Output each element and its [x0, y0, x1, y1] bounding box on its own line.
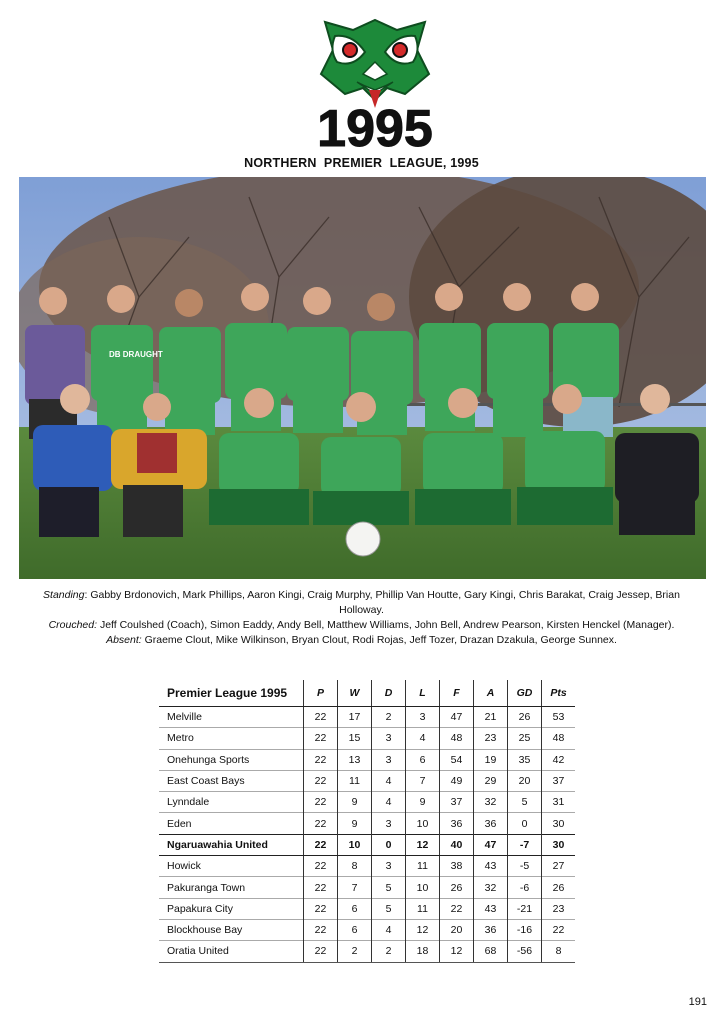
table-row	[159, 707, 575, 728]
caption-crouched	[30, 618, 693, 633]
stat-cell: 32	[474, 792, 508, 813]
table-row	[159, 877, 575, 898]
stat-cell: 6	[338, 919, 372, 940]
stat-cell: 54	[440, 749, 474, 770]
shirt-sponsor: DB DRAUGHT	[109, 350, 163, 359]
absent-names: Graeme Clout, Mike Wilkinson, Bryan Clout, Rodi Rojas, Jeff Tozer, Drazan Dzakula, George Sunnex.	[141, 634, 617, 646]
stat-cell: 21	[474, 707, 508, 728]
stat-cell: 17	[338, 707, 372, 728]
stat-cell: 43	[474, 856, 508, 877]
stat-cell: 35	[508, 749, 542, 770]
stat-cell: 3	[372, 856, 406, 877]
column-header: L	[406, 680, 440, 707]
stat-cell: 9	[406, 792, 440, 813]
stat-cell: 40	[440, 834, 474, 855]
stat-cell: 22	[304, 877, 338, 898]
stat-cell: 36	[474, 919, 508, 940]
stat-cell: 4	[372, 770, 406, 791]
stat-cell: 11	[406, 856, 440, 877]
stat-cell: 19	[474, 749, 508, 770]
crouched-label: Crouched:	[48, 619, 98, 631]
stat-cell: 37	[542, 770, 576, 791]
logo-year: 1995	[317, 100, 433, 150]
stat-cell: 5	[372, 898, 406, 919]
stat-cell: 0	[508, 813, 542, 834]
caption-absent	[30, 633, 693, 648]
stat-cell: -16	[508, 919, 542, 940]
team-name-cell: East Coast Bays	[159, 770, 304, 791]
stat-cell: 47	[474, 834, 508, 855]
stat-cell: 68	[474, 941, 508, 962]
stat-cell: 20	[440, 919, 474, 940]
caption-standing	[30, 588, 693, 618]
stat-cell: 53	[542, 707, 576, 728]
team-name-cell: Papakura City	[159, 898, 304, 919]
stat-cell: 22	[304, 707, 338, 728]
stat-cell: 22	[304, 856, 338, 877]
stat-cell: 36	[474, 813, 508, 834]
photo-caption	[30, 588, 693, 648]
club-logo	[313, 16, 437, 150]
stat-cell: 25	[508, 728, 542, 749]
crouched-names: Jeff Coulshed (Coach), Simon Eaddy, Andy Bell, Matthew Williams, John Bell, Andrew Pearson, Kirsten Henckel (Manager).	[97, 619, 675, 631]
team-name-cell: Onehunga Sports	[159, 749, 304, 770]
team-name-cell: Blockhouse Bay	[159, 919, 304, 940]
stat-cell: 0	[372, 834, 406, 855]
stat-cell: 7	[338, 877, 372, 898]
stat-cell: 13	[338, 749, 372, 770]
stat-cell: 22	[304, 834, 338, 855]
stat-cell: 2	[338, 941, 372, 962]
stat-cell: 26	[508, 707, 542, 728]
team-name-cell: Eden	[159, 813, 304, 834]
stat-cell: 3	[372, 813, 406, 834]
stat-cell: 2	[372, 941, 406, 962]
stat-cell: 26	[440, 877, 474, 898]
team-name-cell: Oratia United	[159, 941, 304, 962]
stat-cell: 5	[372, 877, 406, 898]
stat-cell: 10	[338, 834, 372, 855]
standing-names: : Gabby Brdonovich, Mark Phillips, Aaron Kingi, Craig Murphy, Phillip Van Houtte, Gary Kingi, Chris Barakat, Craig Jessep, Brian Holloway.	[84, 589, 680, 616]
standing-label: Standing	[43, 589, 85, 601]
league-table	[159, 680, 575, 963]
stat-cell: 4	[372, 792, 406, 813]
table-row	[159, 792, 575, 813]
team-name-cell: Metro	[159, 728, 304, 749]
team-name-cell: Lynndale	[159, 792, 304, 813]
column-header: GD	[508, 680, 542, 707]
stat-cell: 36	[440, 813, 474, 834]
stat-cell: 12	[440, 941, 474, 962]
stat-cell: 11	[338, 770, 372, 791]
stat-cell: 15	[338, 728, 372, 749]
table-row	[159, 834, 575, 855]
stat-cell: 22	[304, 770, 338, 791]
table-header-row	[159, 680, 575, 707]
stat-cell: 6	[406, 749, 440, 770]
stat-cell: 30	[542, 834, 576, 855]
stat-cell: 8	[338, 856, 372, 877]
stat-cell: -7	[508, 834, 542, 855]
table-row	[159, 770, 575, 791]
column-header: D	[372, 680, 406, 707]
stat-cell: 10	[406, 813, 440, 834]
stat-cell: 3	[372, 728, 406, 749]
column-header: A	[474, 680, 508, 707]
stat-cell: 22	[304, 728, 338, 749]
stat-cell: 31	[542, 792, 576, 813]
stat-cell: 22	[304, 941, 338, 962]
stat-cell: 29	[474, 770, 508, 791]
stat-cell: 3	[406, 707, 440, 728]
stat-cell: 30	[542, 813, 576, 834]
page-title: NORTHERN PREMIER LEAGUE, 1995	[244, 156, 479, 170]
table-row	[159, 813, 575, 834]
column-header: F	[440, 680, 474, 707]
stat-cell: 22	[304, 919, 338, 940]
stat-cell: 22	[304, 749, 338, 770]
stat-cell: 23	[474, 728, 508, 749]
stat-cell: 5	[508, 792, 542, 813]
team-name-cell: Pakuranga Town	[159, 877, 304, 898]
stat-cell: 8	[542, 941, 576, 962]
stat-cell: 48	[542, 728, 576, 749]
stat-cell: -21	[508, 898, 542, 919]
stat-cell: 38	[440, 856, 474, 877]
team-name-cell: Melville	[159, 707, 304, 728]
table-row	[159, 898, 575, 919]
stat-cell: 22	[304, 898, 338, 919]
team-photo	[19, 177, 706, 579]
team-name-cell: Howick	[159, 856, 304, 877]
column-header: W	[338, 680, 372, 707]
stat-cell: 23	[542, 898, 576, 919]
stat-cell: 42	[542, 749, 576, 770]
stat-cell: 12	[406, 834, 440, 855]
stat-cell: 26	[542, 877, 576, 898]
absent-label: Absent:	[106, 634, 142, 646]
stat-cell: 9	[338, 792, 372, 813]
stat-cell: 22	[304, 792, 338, 813]
stat-cell: -6	[508, 877, 542, 898]
stat-cell: 32	[474, 877, 508, 898]
stat-cell: 4	[406, 728, 440, 749]
table-row	[159, 919, 575, 940]
stat-cell: 22	[440, 898, 474, 919]
stat-cell: 10	[406, 877, 440, 898]
stat-cell: 47	[440, 707, 474, 728]
stat-cell: 22	[542, 919, 576, 940]
column-header: Pts	[542, 680, 576, 707]
stat-cell: 6	[338, 898, 372, 919]
team-name-cell: Ngaruawahia United	[159, 834, 304, 855]
stat-cell: 20	[508, 770, 542, 791]
stat-cell: -5	[508, 856, 542, 877]
table-title: Premier League 1995	[159, 680, 304, 707]
stat-cell: 2	[372, 707, 406, 728]
stat-cell: 37	[440, 792, 474, 813]
table-row	[159, 749, 575, 770]
table-row	[159, 856, 575, 877]
stat-cell: 49	[440, 770, 474, 791]
page-number: 191	[688, 996, 707, 1008]
stat-cell: 9	[338, 813, 372, 834]
stat-cell: 4	[372, 919, 406, 940]
stat-cell: 27	[542, 856, 576, 877]
stat-cell: 43	[474, 898, 508, 919]
column-header: P	[304, 680, 338, 707]
stat-cell: -56	[508, 941, 542, 962]
stat-cell: 48	[440, 728, 474, 749]
stat-cell: 7	[406, 770, 440, 791]
stat-cell: 18	[406, 941, 440, 962]
stat-cell: 22	[304, 813, 338, 834]
table-row	[159, 941, 575, 962]
stat-cell: 12	[406, 919, 440, 940]
stat-cell: 3	[372, 749, 406, 770]
table-row	[159, 728, 575, 749]
stat-cell: 11	[406, 898, 440, 919]
